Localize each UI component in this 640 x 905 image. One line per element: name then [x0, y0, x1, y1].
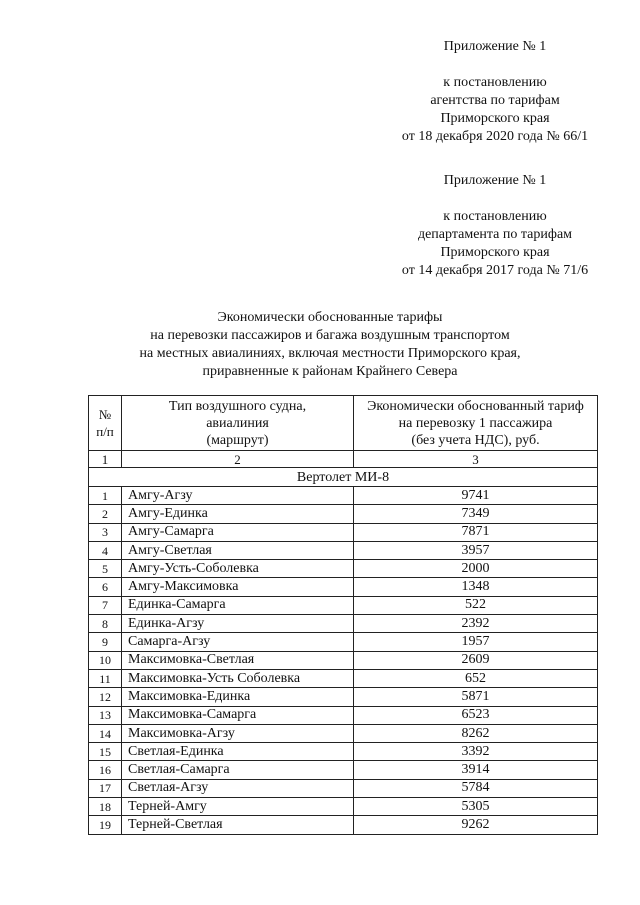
tariff-cell: 9262 — [354, 816, 598, 834]
appendix-line: департамента по тарифам — [417, 227, 573, 242]
header-tariff — [354, 396, 598, 451]
route-cell: Светлая-Самарга — [122, 761, 354, 779]
route-cell: Максимовка-Агзу — [122, 724, 354, 742]
row-number: 9 — [89, 633, 122, 651]
appendix-title: Приложение № 1 — [443, 39, 547, 54]
header-num-symbol: № — [98, 407, 112, 422]
tariff-cell: 7871 — [354, 523, 598, 541]
appendix-block-department — [380, 172, 610, 280]
table-row — [89, 560, 598, 578]
table-row — [89, 487, 598, 505]
title-line: приравненные к районам Крайнего Севера — [202, 364, 458, 379]
tariff-cell: 7349 — [354, 505, 598, 523]
title-line: на перевозки пассажиров и багажа воздушным транспортом — [150, 328, 510, 343]
appendix-date: от 14 декабря 2017 года № 71/6 — [401, 263, 589, 278]
route-cell: Амгу-Самарга — [122, 523, 354, 541]
title-line: Экономически обоснованные тарифы — [217, 310, 443, 325]
header-tariff-line: (без учета НДС), руб. — [411, 432, 540, 448]
row-number: 8 — [89, 615, 122, 633]
row-number: 6 — [89, 578, 122, 596]
tariff-cell: 652 — [354, 669, 598, 687]
row-number: 13 — [89, 706, 122, 724]
route-cell: Терней-Амгу — [122, 798, 354, 816]
header-route-line: Тип воздушного судна, — [168, 398, 307, 414]
header-route-line: авиалиния — [206, 415, 269, 431]
tariff-cell: 5784 — [354, 779, 598, 797]
tariff-cell: 5305 — [354, 798, 598, 816]
aircraft-group-label: Вертолет МИ-8 — [89, 468, 598, 487]
title-line: на местных авиалиниях, включая местности Приморского края, — [139, 346, 521, 361]
row-number: 2 — [89, 505, 122, 523]
route-cell: Амгу-Усть-Соболевка — [122, 560, 354, 578]
row-number: 14 — [89, 724, 122, 742]
tariff-cell: 2000 — [354, 560, 598, 578]
row-number: 12 — [89, 688, 122, 706]
aircraft-group-row — [89, 468, 598, 487]
tariff-cell: 522 — [354, 596, 598, 614]
tariff-cell: 9741 — [354, 487, 598, 505]
table-row — [89, 816, 598, 834]
route-cell: Максимовка-Самарга — [122, 706, 354, 724]
route-cell: Амгу-Светлая — [122, 541, 354, 559]
route-cell: Амгу-Максимовка — [122, 578, 354, 596]
appendix-block-agency — [380, 38, 610, 146]
tariff-cell: 6523 — [354, 706, 598, 724]
table-row — [89, 724, 598, 742]
row-number: 4 — [89, 541, 122, 559]
table-row — [89, 669, 598, 687]
header-route-line: (маршрут) — [206, 432, 269, 448]
appendix-line: Приморского края — [440, 111, 550, 126]
tariff-cell: 3957 — [354, 541, 598, 559]
tariff-table — [88, 395, 598, 835]
appendix-line: к постановлению — [443, 209, 547, 224]
route-cell: Светлая-Агзу — [122, 779, 354, 797]
appendix-date: от 18 декабря 2020 года № 66/1 — [401, 129, 589, 144]
row-number: 19 — [89, 816, 122, 834]
appendix-line: Приморского края — [440, 245, 550, 260]
appendix-line: агентства по тарифам — [430, 93, 560, 108]
row-number: 17 — [89, 779, 122, 797]
header-tariff-line: Экономически обоснованный тариф — [367, 398, 584, 414]
table-row — [89, 743, 598, 761]
column-number: 1 — [89, 451, 122, 468]
header-route — [122, 396, 354, 451]
tariff-cell: 3914 — [354, 761, 598, 779]
route-cell: Максимовка-Светлая — [122, 651, 354, 669]
route-cell: Самарга-Агзу — [122, 633, 354, 651]
table-row — [89, 596, 598, 614]
header-tariff-line: на перевозку 1 пассажира — [398, 415, 553, 431]
route-cell: Единка-Агзу — [122, 615, 354, 633]
table-row — [89, 523, 598, 541]
tariff-cell: 5871 — [354, 688, 598, 706]
tariff-cell: 1348 — [354, 578, 598, 596]
route-cell: Светлая-Единка — [122, 743, 354, 761]
row-number: 18 — [89, 798, 122, 816]
table-row — [89, 578, 598, 596]
route-cell: Максимовка-Единка — [122, 688, 354, 706]
table-row — [89, 761, 598, 779]
row-number: 1 — [89, 487, 122, 505]
table-row — [89, 615, 598, 633]
appendix-line: к постановлению — [443, 75, 547, 90]
row-number: 16 — [89, 761, 122, 779]
row-number: 7 — [89, 596, 122, 614]
row-number: 3 — [89, 523, 122, 541]
column-number-row — [89, 451, 598, 468]
row-number: 10 — [89, 651, 122, 669]
appendix-title: Приложение № 1 — [443, 173, 547, 188]
table-row — [89, 633, 598, 651]
table-row — [89, 651, 598, 669]
route-cell: Единка-Самарга — [122, 596, 354, 614]
header-num — [89, 396, 122, 451]
route-cell: Амгу-Единка — [122, 505, 354, 523]
table-row — [89, 798, 598, 816]
row-number: 11 — [89, 669, 122, 687]
route-cell: Амгу-Агзу — [122, 487, 354, 505]
table-row — [89, 706, 598, 724]
column-number: 2 — [122, 451, 354, 468]
tariff-cell: 2609 — [354, 651, 598, 669]
tariff-cell: 3392 — [354, 743, 598, 761]
tariff-cell: 8262 — [354, 724, 598, 742]
tariff-cell: 1957 — [354, 633, 598, 651]
column-number: 3 — [354, 451, 598, 468]
table-row — [89, 541, 598, 559]
table-row — [89, 779, 598, 797]
route-cell: Максимовка-Усть Соболевка — [122, 669, 354, 687]
document-title — [100, 309, 560, 381]
row-number: 5 — [89, 560, 122, 578]
row-number: 15 — [89, 743, 122, 761]
table-row — [89, 505, 598, 523]
header-num-abbr: п/п — [96, 424, 114, 439]
table-row — [89, 688, 598, 706]
tariff-cell: 2392 — [354, 615, 598, 633]
route-cell: Терней-Светлая — [122, 816, 354, 834]
table-header-row — [89, 396, 598, 451]
